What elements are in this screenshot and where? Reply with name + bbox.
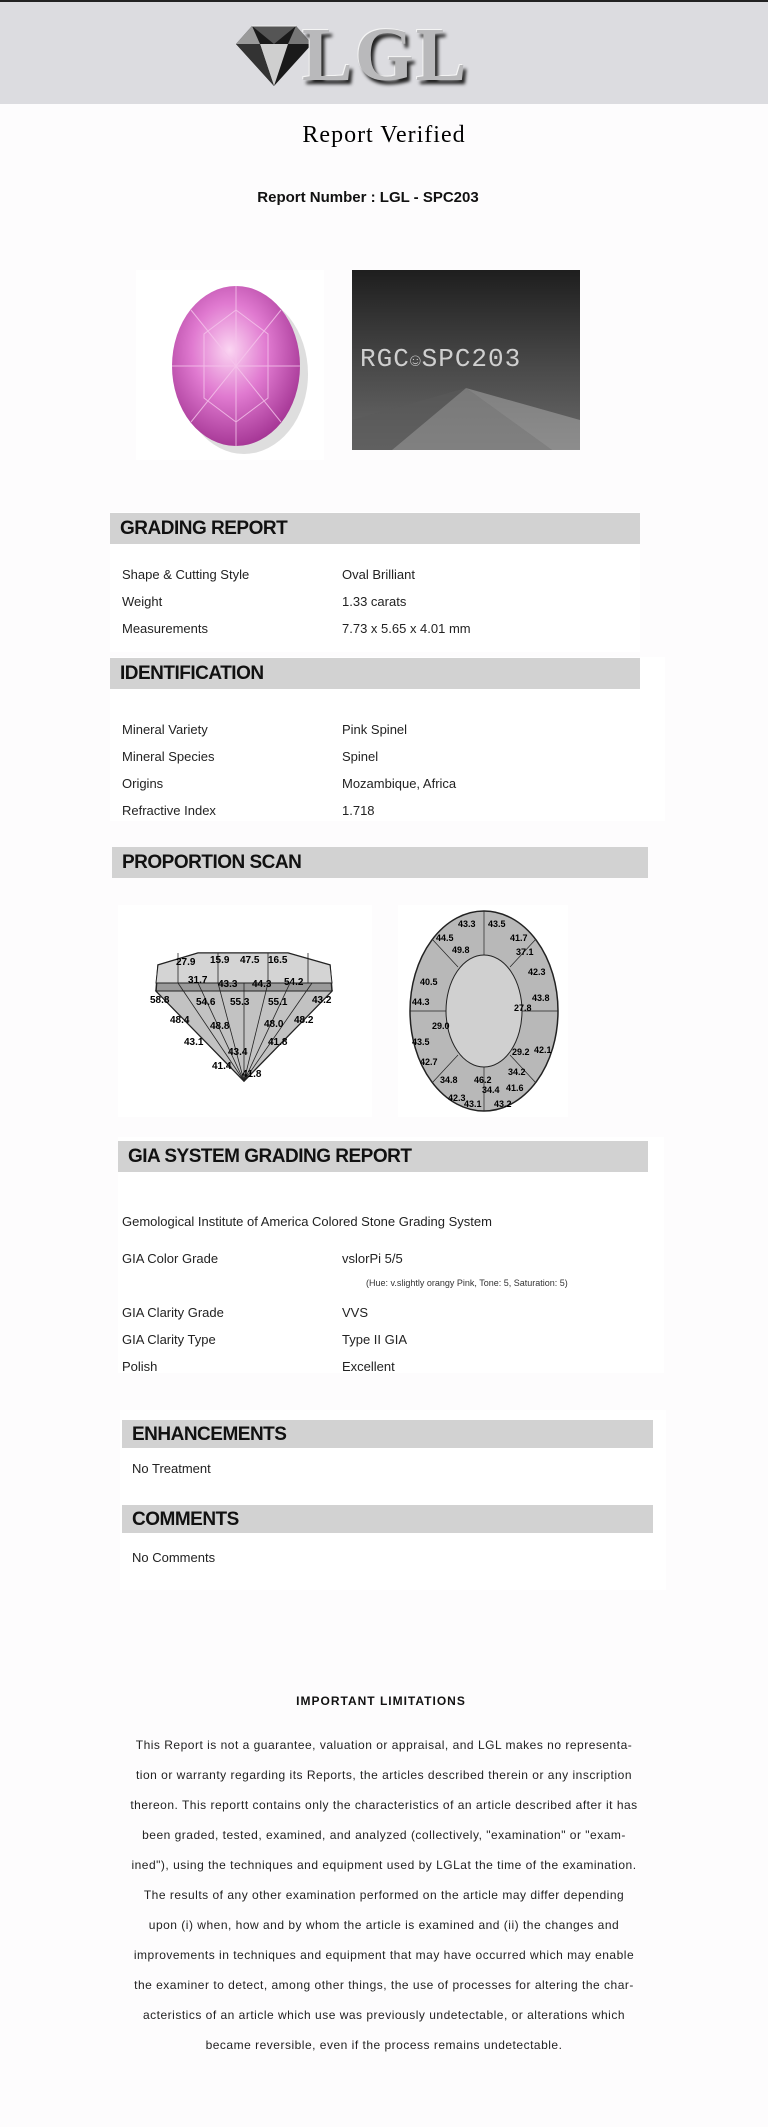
svg-text:44.3: 44.3 xyxy=(252,979,272,990)
svg-text:43.3: 43.3 xyxy=(458,919,476,929)
svg-text:54.2: 54.2 xyxy=(284,977,304,988)
svg-text:34.4: 34.4 xyxy=(482,1085,500,1095)
inscription-text: RGC☺SPC203 xyxy=(360,344,522,374)
enhancements-value: No Treatment xyxy=(132,1461,211,1476)
origins-label: Origins xyxy=(122,776,164,791)
svg-text:42.7: 42.7 xyxy=(420,1057,438,1067)
svg-text:41.8: 41.8 xyxy=(242,1069,262,1080)
svg-text:41.4: 41.4 xyxy=(212,1061,232,1072)
limitation-line: upon (i) when, how and by whom the article is examined and (ii) the changes and xyxy=(148,1918,620,1932)
enhancements-header xyxy=(122,1420,653,1448)
header-banner xyxy=(0,2,768,104)
gia-clarity-grade-label: GIA Clarity Grade xyxy=(122,1305,224,1320)
svg-text:43.5: 43.5 xyxy=(488,919,506,929)
svg-text:43.5: 43.5 xyxy=(412,1037,430,1047)
svg-text:43.1: 43.1 xyxy=(184,1037,204,1048)
svg-text:58.8: 58.8 xyxy=(150,995,170,1006)
polish-label: Polish xyxy=(122,1359,158,1374)
identification-title: IDENTIFICATION xyxy=(120,663,264,684)
svg-text:47.5: 47.5 xyxy=(240,955,260,966)
gia-color-grade-value: vslorPi 5/5 xyxy=(342,1251,403,1266)
stone-photo xyxy=(136,270,324,460)
logo-text: LGL xyxy=(302,13,469,97)
svg-text:15.9: 15.9 xyxy=(210,955,230,966)
svg-text:43.4: 43.4 xyxy=(228,1047,248,1058)
gia-title: GIA SYSTEM GRADING REPORT xyxy=(128,1146,412,1167)
gia-clarity-grade-value: VVS xyxy=(342,1305,369,1320)
svg-text:42.3: 42.3 xyxy=(448,1093,466,1103)
limitation-line: been graded, tested, examined, and analyzed (collectively, "examination" or "exam- xyxy=(142,1828,626,1842)
svg-text:31.7: 31.7 xyxy=(188,975,208,986)
limitation-line: thereon. This reportt contains only the characteristics of an article described after it has xyxy=(130,1798,638,1812)
refractive-index-label: Refractive Index xyxy=(122,803,216,818)
svg-text:43.2: 43.2 xyxy=(494,1099,512,1109)
limitation-line: tion or warranty regarding its Reports, the articles described therein or any inscription xyxy=(135,1768,633,1782)
svg-text:44.3: 44.3 xyxy=(412,997,430,1007)
mineral-variety-label: Mineral Variety xyxy=(122,722,208,737)
svg-text:43.3: 43.3 xyxy=(218,979,238,990)
svg-text:55.3: 55.3 xyxy=(230,997,250,1008)
measurements-value: 7.73 x 5.65 x 4.01 mm xyxy=(342,621,471,636)
comments-value: No Comments xyxy=(132,1550,216,1565)
page-title: Report Verified xyxy=(302,122,466,148)
limitation-line: This Report is not a guarantee, valuation or appraisal, and LGL makes no representa- xyxy=(135,1738,633,1752)
inscription-photo xyxy=(352,270,580,450)
limitation-line: improvements in techniques and equipment that may have occurred which may enable xyxy=(133,1948,635,1962)
identification-header xyxy=(110,658,640,689)
svg-text:43.8: 43.8 xyxy=(532,993,550,1003)
polish-value: Excellent xyxy=(342,1359,395,1374)
origins-value: Mozambique, Africa xyxy=(342,776,457,791)
proportion-scan-header xyxy=(112,847,648,878)
gia-color-grade-label: GIA Color Grade xyxy=(122,1251,219,1266)
svg-text:27.9: 27.9 xyxy=(176,957,196,968)
limitation-line: became reversible, even if the process remains undetectable. xyxy=(205,2038,563,2052)
svg-text:42.1: 42.1 xyxy=(534,1045,552,1055)
svg-text:49.8: 49.8 xyxy=(452,945,470,955)
proportion-scan-title: PROPORTION SCAN xyxy=(122,852,302,873)
svg-text:48.4: 48.4 xyxy=(170,1015,190,1026)
svg-text:48.2: 48.2 xyxy=(294,1015,314,1026)
svg-text:29.0: 29.0 xyxy=(432,1021,450,1031)
grading-report-title: GRADING REPORT xyxy=(120,518,288,539)
comments-title: COMMENTS xyxy=(132,1509,239,1530)
proportion-side-view xyxy=(118,905,372,1117)
svg-text:41.8: 41.8 xyxy=(268,1037,288,1048)
mineral-species-value: Spinel xyxy=(342,749,379,764)
limitation-line: ined"), using the techniques and equipment used by LGLat the time of the examination. xyxy=(131,1858,637,1872)
mineral-variety-value: Pink Spinel xyxy=(342,722,408,737)
svg-text:41.7: 41.7 xyxy=(510,933,528,943)
svg-text:48.0: 48.0 xyxy=(264,1019,284,1030)
svg-text:44.5: 44.5 xyxy=(436,933,454,943)
svg-text:34.8: 34.8 xyxy=(440,1075,458,1085)
comments-header xyxy=(122,1505,653,1533)
weight-label: Weight xyxy=(122,594,163,609)
limitations-title: IMPORTANT LIMITATIONS xyxy=(296,1694,466,1708)
lgl-logo[interactable] xyxy=(234,13,492,98)
svg-text:37.1: 37.1 xyxy=(516,947,534,957)
svg-text:54.6: 54.6 xyxy=(196,997,216,1008)
report-number: Report Number : LGL - SPC203 xyxy=(257,189,479,206)
svg-text:16.5: 16.5 xyxy=(268,955,288,966)
proportion-top-view xyxy=(398,905,568,1117)
gia-header xyxy=(118,1141,648,1172)
grading-report-header xyxy=(110,513,640,544)
svg-text:48.8: 48.8 xyxy=(210,1021,230,1032)
svg-text:40.5: 40.5 xyxy=(420,977,438,987)
enhancements-title: ENHANCEMENTS xyxy=(132,1424,287,1445)
gia-clarity-type-value: Type II GIA xyxy=(342,1332,408,1347)
measurements-label: Measurements xyxy=(122,621,208,636)
refractive-index-value: 1.718 xyxy=(342,803,375,818)
gia-color-note: (Hue: v.slightly orangy Pink, Tone: 5, Saturation: 5) xyxy=(366,1278,568,1288)
mineral-species-label: Mineral Species xyxy=(122,749,215,764)
limitation-line: the examiner to detect, among other things, the use of processes for altering the char- xyxy=(134,1978,634,1992)
svg-text:46.2: 46.2 xyxy=(474,1075,492,1085)
svg-text:43.1: 43.1 xyxy=(464,1099,482,1109)
svg-text:41.6: 41.6 xyxy=(506,1083,524,1093)
limitation-line: acteristics of an article which use was previously undetectable, or alterations which xyxy=(142,2008,626,2022)
svg-text:29.2: 29.2 xyxy=(512,1047,530,1057)
limitation-line: The results of any other examination performed on the article may differ depending xyxy=(143,1888,625,1902)
svg-text:55.1: 55.1 xyxy=(268,997,288,1008)
gia-subtitle: Gemological Institute of America Colored Stone Grading System xyxy=(122,1214,492,1229)
shape-value: Oval Brilliant xyxy=(342,567,415,582)
weight-value: 1.33 carats xyxy=(342,594,407,609)
shape-label: Shape & Cutting Style xyxy=(122,567,250,582)
svg-text:42.3: 42.3 xyxy=(528,967,546,977)
svg-text:34.2: 34.2 xyxy=(508,1067,526,1077)
svg-text:43.2: 43.2 xyxy=(312,995,332,1006)
svg-text:27.8: 27.8 xyxy=(514,1003,532,1013)
gia-clarity-type-label: GIA Clarity Type xyxy=(122,1332,216,1347)
